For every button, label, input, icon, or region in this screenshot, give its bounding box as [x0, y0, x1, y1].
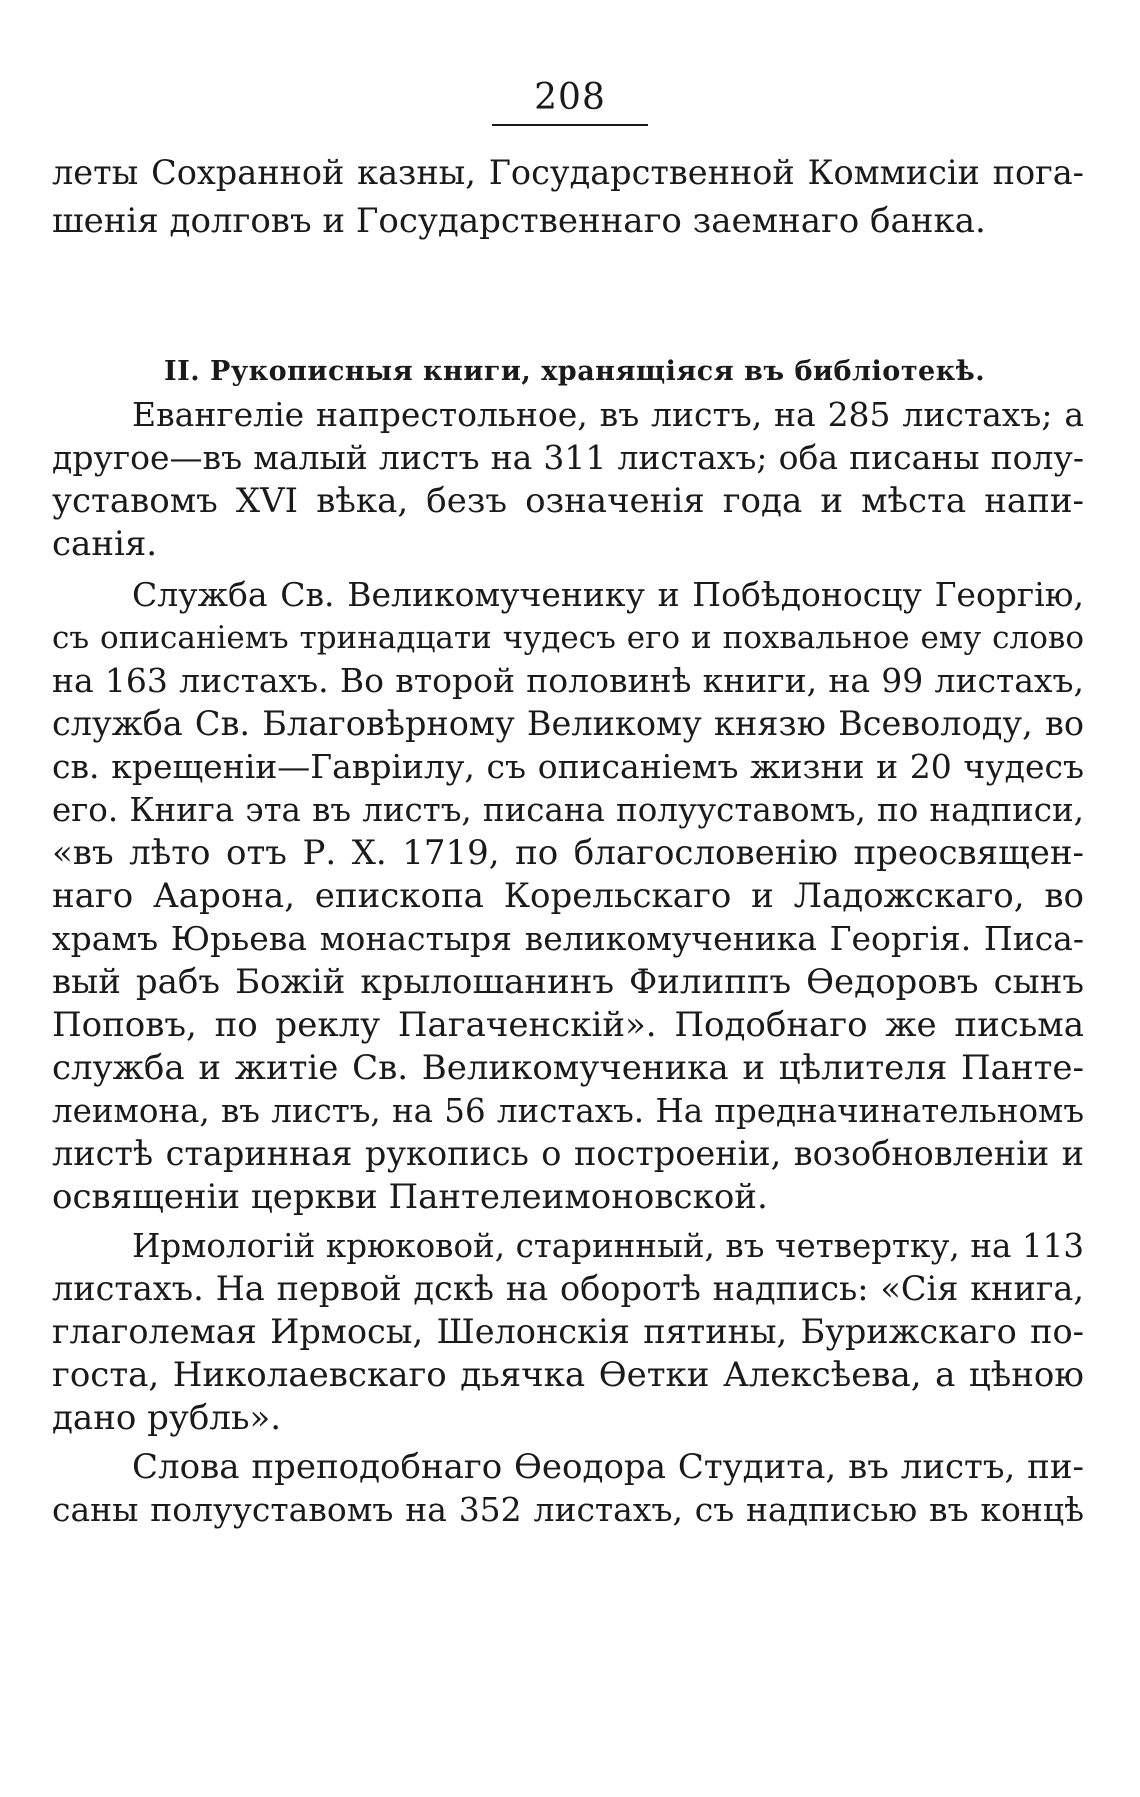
- paragraph-line: глаголемая Ирмосы, Шелонскія пятины, Бурижскаго по-: [52, 1312, 1084, 1351]
- paragraph-line: на 163 листахъ. Во второй половинѣ книги, на 99 листахъ,: [52, 661, 1084, 700]
- paragraph-line: «въ лѣто отъ Р. Х. 1719, по благословенію преосвящен-: [52, 833, 1084, 873]
- paragraph-line: наго Аарона, епископа Корельскаго и Ладожскаго, во: [52, 876, 1084, 916]
- paragraph-line: санія.: [52, 524, 158, 564]
- paragraph-line: служба Св. Благовѣрному Великому князю Всеволоду, во: [52, 704, 1084, 743]
- page-number: 208: [534, 77, 606, 118]
- paragraph-line: листѣ старинная рукопись о построеніи, возобновленіи и: [52, 1134, 1084, 1173]
- paragraph-line: уставомъ XVI вѣка, безъ означенія года и мѣста напи-: [52, 481, 1084, 521]
- intro-line: леты Сохранной казны, Государственной Коммисіи пога-: [52, 153, 1084, 192]
- paragraph-line: леимона, въ листъ, на 56 листахъ. На предначинательномъ: [52, 1092, 1084, 1130]
- paragraph-line: вый рабъ Божій крылошанинъ Филиппъ Ѳедоровъ сынъ: [52, 962, 1084, 1002]
- paragraph-line: служба и житіе Св. Великомученика и цѣлителя Панте-: [52, 1048, 1084, 1088]
- paragraph-line: св. крещеніи—Гавріилу, съ описаніемъ жизни и 20 чудесъ: [52, 747, 1084, 786]
- paragraph-line: Евангеліе напрестольное, въ листъ, на 285 листахъ; а: [132, 395, 1084, 434]
- paragraph-line: Поповъ, по реклу Пагаченскій». Подобнаго же письма: [52, 1005, 1084, 1045]
- intro-line: шенія долговъ и Государственнаго заемнаго банка.: [52, 201, 986, 241]
- paragraph-line: другое—въ малый листъ на 311 листахъ; оба писаны полу-: [52, 438, 1084, 477]
- paragraph-line: храмъ Юрьева монастыря великомученика Георгія. Писа-: [52, 919, 1084, 958]
- paragraph-line: съ описаніемъ тринадцати чудесъ его и похвальное ему слово: [52, 620, 1084, 656]
- paragraph-line: Ирмологій крюковой, старинный, въ четвертку, на 113: [132, 1227, 1084, 1265]
- paragraph-line: госта, Николаевскаго дьячка Ѳетки Алексѣева, а цѣною: [52, 1355, 1084, 1395]
- paragraph-line: листахъ. На первой дскѣ на оборотѣ надпись: «Сія книга,: [52, 1269, 1084, 1308]
- section-heading: II. Рукописныя книги, хранящіяся въ библіотекѣ.: [164, 356, 986, 387]
- paragraph-line: освященіи церкви Пантелеимоновской.: [52, 1177, 768, 1217]
- paragraph-line: Служба Св. Великомученику и Побѣдоносцу Георгію,: [132, 575, 1084, 614]
- paragraph-line: Слова преподобнаго Ѳеодора Студита, въ листъ, пи-: [132, 1447, 1084, 1487]
- paragraph-line: дано рубль».: [52, 1398, 282, 1438]
- paragraph-line: саны полууставомъ на 352 листахъ, съ надписью въ концѣ: [52, 1490, 1084, 1529]
- paragraph-line: его. Книга эта въ листъ, писана полууставомъ, по надписи,: [52, 791, 1084, 829]
